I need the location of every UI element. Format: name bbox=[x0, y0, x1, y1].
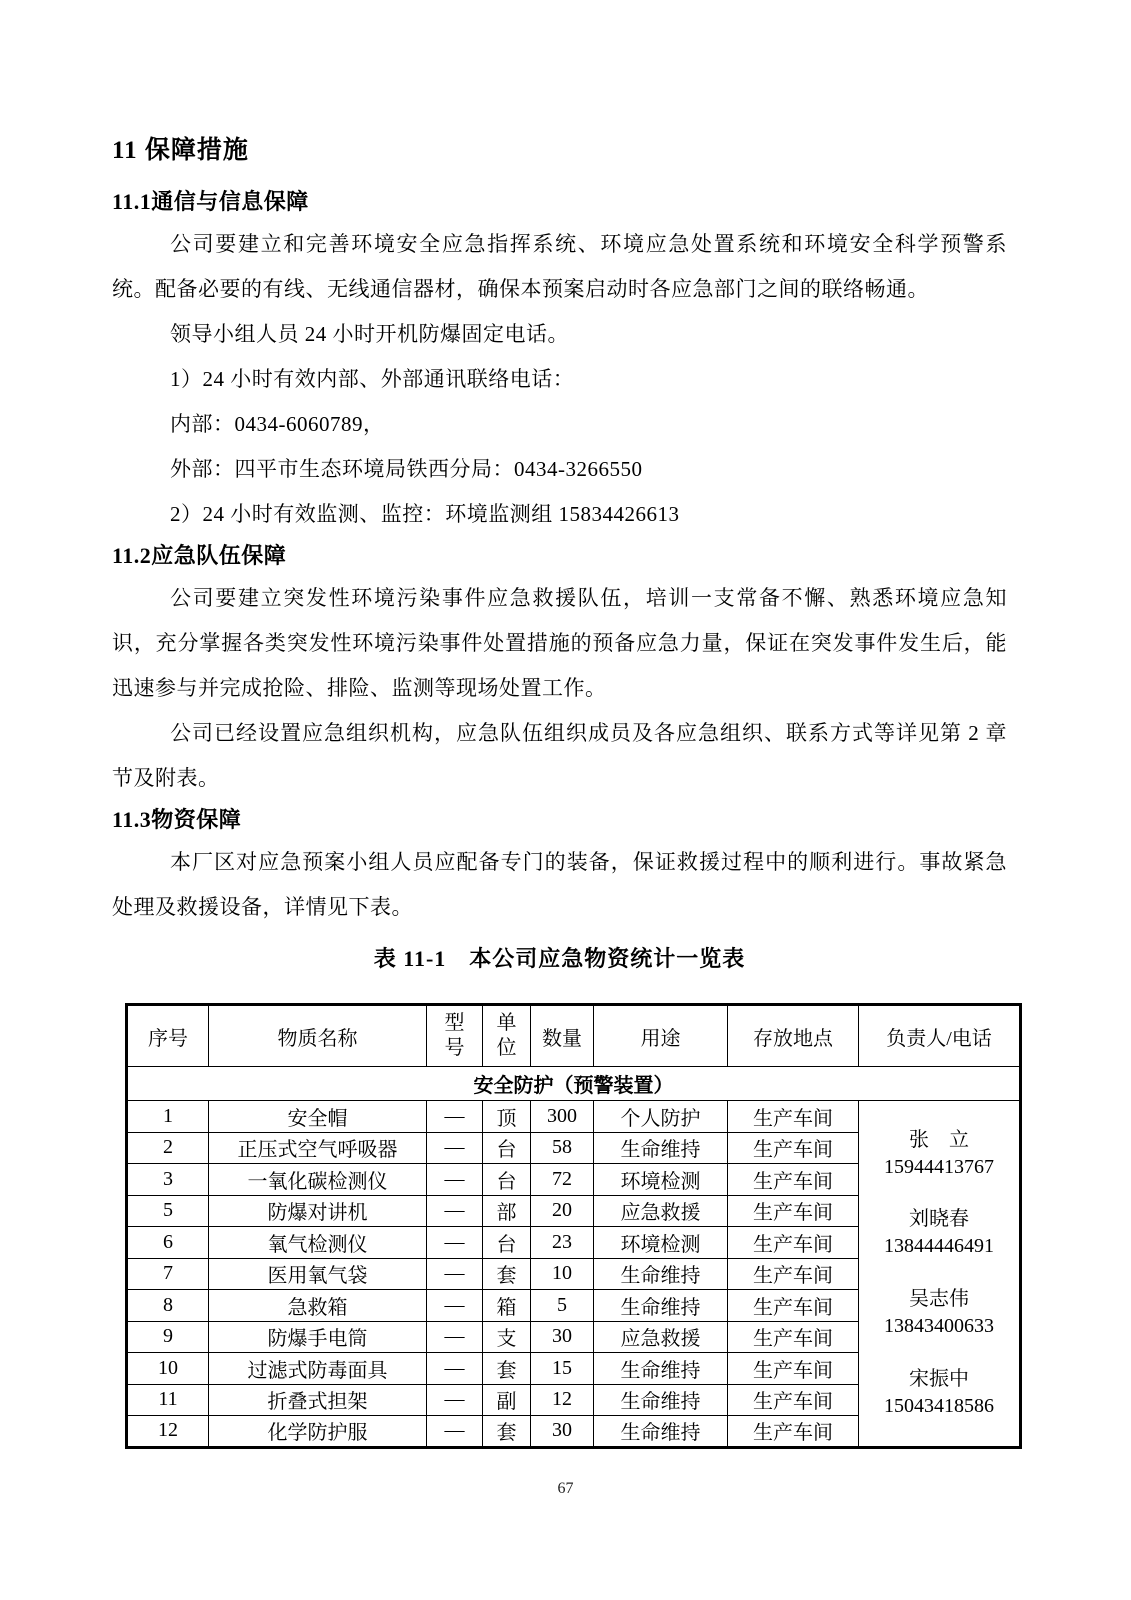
table-section-row bbox=[127, 1067, 1021, 1101]
table-body bbox=[127, 1067, 1021, 1448]
paragraph-11-1-2: 领导小组人员 24 小时开机防爆固定电话。 bbox=[170, 322, 569, 346]
paragraph-11-1-3: 1）24 小时有效内部、外部通讯联络电话： bbox=[170, 367, 575, 391]
table-cell: 15 bbox=[531, 1353, 594, 1385]
contact-phone: 13843400633 bbox=[884, 1315, 994, 1338]
table-cell: 折叠式担架 bbox=[209, 1384, 427, 1416]
table-cell: 30 bbox=[531, 1321, 594, 1353]
table-cell: — bbox=[427, 1101, 483, 1133]
contact-cell bbox=[859, 1101, 1021, 1448]
table-cell: 10 bbox=[531, 1258, 594, 1290]
table-cell: 生产车间 bbox=[728, 1384, 859, 1416]
table-cell: — bbox=[427, 1258, 483, 1290]
table-cell: — bbox=[427, 1227, 483, 1259]
column-header-6: 存放地点 bbox=[728, 1005, 859, 1067]
table-cell: 环境检测 bbox=[594, 1227, 728, 1259]
table-cell: 72 bbox=[531, 1164, 594, 1196]
contact-group bbox=[884, 1286, 994, 1340]
table-cell: 医用氧气袋 bbox=[209, 1258, 427, 1290]
table-cell: — bbox=[427, 1132, 483, 1164]
table-cell: 防爆对讲机 bbox=[209, 1195, 427, 1227]
table-cell: 12 bbox=[127, 1416, 209, 1448]
table-cell: — bbox=[427, 1384, 483, 1416]
table-cell: 台 bbox=[483, 1227, 531, 1259]
table-cell: 20 bbox=[531, 1195, 594, 1227]
table-cell: 8 bbox=[127, 1290, 209, 1322]
column-header-2: 型号 bbox=[427, 1005, 483, 1067]
contact-phone: 15043418586 bbox=[884, 1394, 994, 1417]
table-cell: 防爆手电筒 bbox=[209, 1321, 427, 1353]
table-cell: 30 bbox=[531, 1416, 594, 1448]
table-cell: 套 bbox=[483, 1258, 531, 1290]
table-cell: 23 bbox=[531, 1227, 594, 1259]
table-cell: 套 bbox=[483, 1353, 531, 1385]
table-cell: 生命维持 bbox=[594, 1353, 728, 1385]
table-cell: 生产车间 bbox=[728, 1195, 859, 1227]
section-11-2-title: 11.2应急队伍保障 bbox=[112, 543, 287, 568]
table-section-label: 安全防护（预警装置） bbox=[127, 1067, 1021, 1101]
paragraph-11-2-2: 公司已经设置应急组织机构，应急队伍组织成员及各应急组织、联系方式等详见第 2 章节及附表。 bbox=[112, 721, 1007, 790]
table-cell: 生命维持 bbox=[594, 1290, 728, 1322]
contact-phone: 13844446491 bbox=[884, 1235, 994, 1258]
contact-phone: 15944413767 bbox=[884, 1155, 994, 1178]
table-cell: 生产车间 bbox=[728, 1416, 859, 1448]
table-cell: 一氧化碳检测仪 bbox=[209, 1164, 427, 1196]
table-cell: 过滤式防毒面具 bbox=[209, 1353, 427, 1385]
contact-name: 张 立 bbox=[909, 1128, 969, 1151]
table-cell: 部 bbox=[483, 1195, 531, 1227]
table-cell: 生命维持 bbox=[594, 1132, 728, 1164]
page-number: 67 bbox=[557, 1480, 574, 1497]
paragraph-11-1-4: 内部：0434-6060789， bbox=[170, 412, 385, 436]
table-cell: 安全帽 bbox=[209, 1101, 427, 1133]
paragraph-11-1-6: 2）24 小时有效监测、监控：环境监测组 15834426613 bbox=[170, 502, 680, 526]
table-row-1 bbox=[127, 1101, 1021, 1133]
table-cell: — bbox=[427, 1321, 483, 1353]
column-header-7: 负责人/电话 bbox=[859, 1005, 1021, 1067]
table-cell: 环境检测 bbox=[594, 1164, 728, 1196]
column-header-5: 用途 bbox=[594, 1005, 728, 1067]
supplies-table bbox=[125, 1003, 1022, 1449]
table-cell: 7 bbox=[127, 1258, 209, 1290]
table-cell: 箱 bbox=[483, 1290, 531, 1322]
table-cell: — bbox=[427, 1164, 483, 1196]
table-cell: 台 bbox=[483, 1164, 531, 1196]
table-cell: 化学防护服 bbox=[209, 1416, 427, 1448]
table-cell: 支 bbox=[483, 1321, 531, 1353]
table-cell: 生产车间 bbox=[728, 1258, 859, 1290]
table-cell: 应急救援 bbox=[594, 1195, 728, 1227]
table-cell: 3 bbox=[127, 1164, 209, 1196]
table-cell: 生命维持 bbox=[594, 1416, 728, 1448]
table-cell: 10 bbox=[127, 1353, 209, 1385]
column-header-1: 物质名称 bbox=[209, 1005, 427, 1067]
table-caption: 表 11-1 本公司应急物资统计一览表 bbox=[373, 946, 746, 971]
contact-group bbox=[884, 1127, 994, 1181]
table-cell: 生产车间 bbox=[728, 1227, 859, 1259]
contact-name: 吴志伟 bbox=[909, 1288, 969, 1311]
table-cell: 氧气检测仪 bbox=[209, 1227, 427, 1259]
table-cell: 生产车间 bbox=[728, 1353, 859, 1385]
table-header-row bbox=[127, 1005, 1021, 1067]
table-cell: 2 bbox=[127, 1132, 209, 1164]
table-cell: 副 bbox=[483, 1384, 531, 1416]
table-cell: 6 bbox=[127, 1227, 209, 1259]
table-cell: 9 bbox=[127, 1321, 209, 1353]
table-cell: 生命维持 bbox=[594, 1384, 728, 1416]
paragraph-11-2-1: 公司要建立突发性环境污染事件应急救援队伍，培训一支常备不懈、熟悉环境应急知识，充分掌握各类突发性环境污染事件处置措施的预备应急力量，保证在突发事件发生后，能迅速参与并完成抢险、排险、监测等现场处置工作。 bbox=[112, 586, 1007, 700]
table-cell: 急救箱 bbox=[209, 1290, 427, 1322]
table-cell: — bbox=[427, 1290, 483, 1322]
table-cell: 生命维持 bbox=[594, 1258, 728, 1290]
table-cell: 生产车间 bbox=[728, 1321, 859, 1353]
table-cell: 5 bbox=[127, 1195, 209, 1227]
table-cell: 正压式空气呼吸器 bbox=[209, 1132, 427, 1164]
table-cell: 套 bbox=[483, 1416, 531, 1448]
chapter-title: 11 保障措施 bbox=[112, 137, 249, 164]
table-cell: 5 bbox=[531, 1290, 594, 1322]
contact-name: 刘晓春 bbox=[909, 1208, 969, 1231]
table-cell: 1 bbox=[127, 1101, 209, 1133]
table-cell: — bbox=[427, 1416, 483, 1448]
table-cell: 顶 bbox=[483, 1101, 531, 1133]
table-cell: 生产车间 bbox=[728, 1290, 859, 1322]
section-11-1-title: 11.1通信与信息保障 bbox=[112, 189, 309, 214]
section-11-3-title: 11.3物资保障 bbox=[112, 807, 242, 832]
contact-group bbox=[884, 1366, 994, 1420]
paragraph-11-3-1: 本厂区对应急预案小组人员应配备专门的装备，保证救援过程中的顺利进行。事故紧急处理及救援设备，详情见下表。 bbox=[112, 850, 1007, 919]
table-cell: 300 bbox=[531, 1101, 594, 1133]
table-cell: 生产车间 bbox=[728, 1132, 859, 1164]
contact-group bbox=[884, 1206, 994, 1260]
table-cell: 台 bbox=[483, 1132, 531, 1164]
table-cell: 58 bbox=[531, 1132, 594, 1164]
paragraph-11-1-5: 外部：四平市生态环境局铁西分局：0434-3266550 bbox=[170, 457, 643, 481]
table-cell: 应急救援 bbox=[594, 1321, 728, 1353]
table-cell: 12 bbox=[531, 1384, 594, 1416]
table-cell: 生产车间 bbox=[728, 1164, 859, 1196]
column-header-0: 序号 bbox=[127, 1005, 209, 1067]
table-cell: 生产车间 bbox=[728, 1101, 859, 1133]
table-cell: — bbox=[427, 1195, 483, 1227]
contact-name: 宋振中 bbox=[909, 1367, 969, 1390]
table-cell: 11 bbox=[127, 1384, 209, 1416]
column-header-3: 单位 bbox=[483, 1005, 531, 1067]
table-cell: — bbox=[427, 1353, 483, 1385]
column-header-4: 数量 bbox=[531, 1005, 594, 1067]
table-cell: 个人防护 bbox=[594, 1101, 728, 1133]
paragraph-11-1-1: 公司要建立和完善环境安全应急指挥系统、环境应急处置系统和环境安全科学预警系统。配备必要的有线、无线通信器材，确保本预案启动时各应急部门之间的联络畅通。 bbox=[112, 232, 1007, 301]
